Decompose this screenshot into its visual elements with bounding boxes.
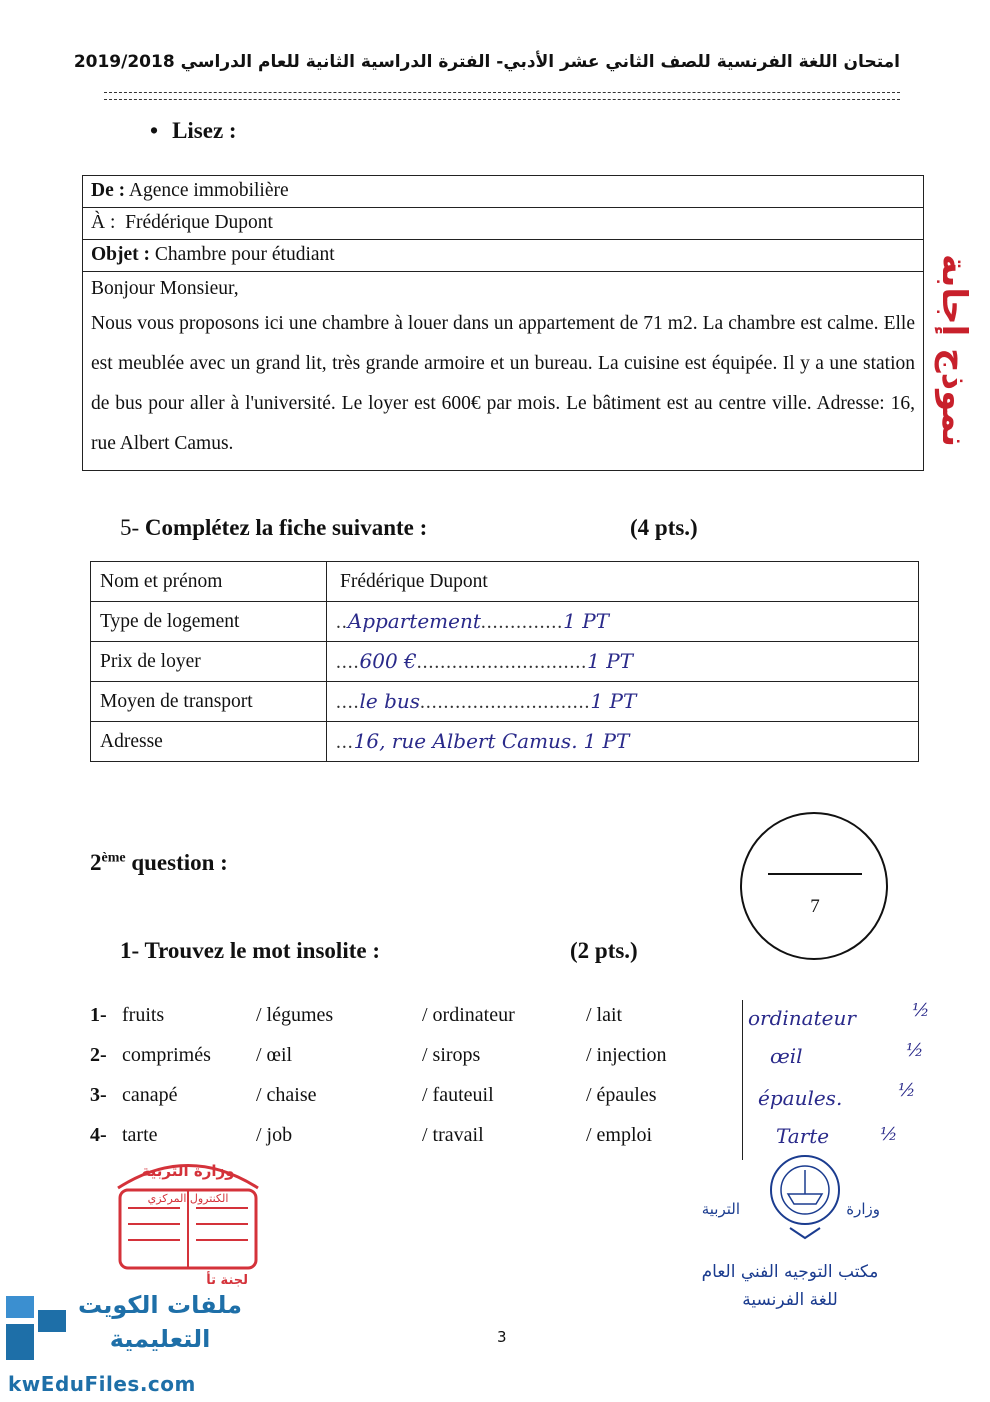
letter-box bbox=[82, 175, 924, 471]
answer-column-rule bbox=[742, 1000, 743, 1160]
table-row bbox=[91, 682, 919, 722]
table-row bbox=[91, 722, 919, 762]
fiche-table bbox=[90, 561, 919, 762]
central-control-stamp bbox=[98, 1148, 278, 1288]
fiche-label: Adresse bbox=[91, 722, 327, 762]
red-stamp-footer: لجنة تأ bbox=[206, 1273, 248, 1288]
red-stamp-line2: الكنترول المركزي bbox=[147, 1192, 229, 1205]
fiche-label: Moyen de transport bbox=[91, 682, 327, 722]
ministry-word-1: وزارة bbox=[846, 1200, 880, 1218]
fiche-value: ...16, rue Albert Camus. 1 PT bbox=[327, 722, 919, 762]
score-circle bbox=[740, 812, 888, 960]
ministry-emblem-icon bbox=[750, 1150, 860, 1240]
red-stamp-line1: وزارة التربية bbox=[141, 1162, 235, 1180]
score-total: 7 bbox=[810, 896, 820, 917]
bullet-icon: • bbox=[150, 118, 159, 143]
ministry-word-2: التربية bbox=[701, 1200, 740, 1218]
exam-header-title: امتحان اللغة الفرنسية للصف الثاني عشر الأدبي- الفترة الدراسية الثانية للعام الدراسي 2019/2018 bbox=[73, 52, 900, 72]
reading-heading: • Lisez : bbox=[150, 118, 237, 143]
handwritten-answer: Tarte bbox=[776, 1124, 830, 1148]
letter-from-row: De : Agence immobilière bbox=[83, 176, 923, 208]
fiche-value: ....600 €.............................1 PT bbox=[327, 642, 919, 682]
table-row bbox=[91, 562, 919, 602]
question5-title: 5- Complétez la fiche suivante : (4 pts.) bbox=[120, 515, 698, 540]
fiche-value: ....le bus.............................1 PT bbox=[327, 682, 919, 722]
answer-model-stamp: نموذج إجابة bbox=[934, 253, 974, 447]
table-row bbox=[91, 642, 919, 682]
fiche-label: Nom et prénom bbox=[91, 562, 327, 602]
page-number: 3 bbox=[497, 1328, 507, 1346]
letter-body bbox=[83, 272, 923, 464]
watermark-url: kwEduFiles.com bbox=[8, 1372, 196, 1396]
fiche-value: Frédérique Dupont bbox=[327, 562, 919, 602]
question2-heading: 2ème question : bbox=[90, 850, 228, 875]
header-double-rule bbox=[104, 92, 900, 100]
handwritten-answer: épaules. bbox=[758, 1086, 843, 1110]
mark-half: ½ bbox=[912, 1000, 930, 1021]
score-line bbox=[768, 873, 862, 875]
handwritten-answer: œil bbox=[770, 1044, 803, 1068]
ministry-office: مكتب التوجيه الفني العام للغة الفرنسية bbox=[701, 1262, 879, 1310]
question2-1-title: 1- Trouvez le mot insolite : (2 pts.) bbox=[120, 938, 638, 963]
handwritten-answer: ordinateur bbox=[748, 1006, 856, 1030]
fiche-label: Type de logement bbox=[91, 602, 327, 642]
mark-half: ½ bbox=[880, 1124, 898, 1145]
fiche-value: ..Appartement..............1 PT bbox=[327, 602, 919, 642]
letter-greeting: Bonjour Monsieur, bbox=[91, 278, 239, 299]
letter-to-row: À : Frédérique Dupont bbox=[83, 208, 923, 240]
fiche-label: Prix de loyer bbox=[91, 642, 327, 682]
mark-half: ½ bbox=[898, 1080, 916, 1101]
mark-half: ½ bbox=[906, 1040, 924, 1061]
letter-subject-row: Objet : Chambre pour étudiant bbox=[83, 240, 923, 272]
letter-paragraph: Nous vous proposons ici une chambre à louer dans un appartement de 71 m2. La chambre est calme. Elle est meublée avec un grand lit, très grande armoire et un bureau. La cuisine est équipée. Il y a une station de bus pour aller à l'université. Le loyer est 600€ par mois. Le bâtiment est au centre ville. Adresse: 16, rue Albert Camus. bbox=[91, 313, 915, 454]
watermark-text: ملفات الكويت التعليمية bbox=[77, 1291, 243, 1353]
table-row bbox=[91, 602, 919, 642]
